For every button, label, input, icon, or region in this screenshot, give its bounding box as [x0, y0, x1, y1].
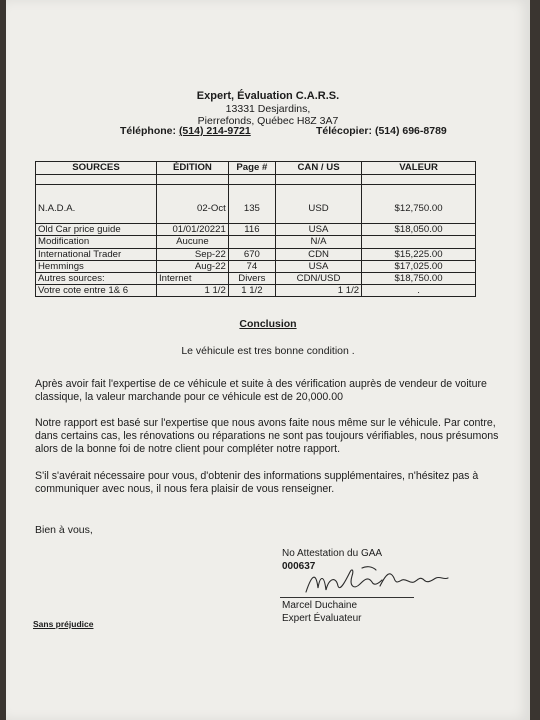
cell-value: $18,050.00 — [362, 224, 476, 236]
cell-source: Modification — [36, 236, 157, 248]
conclusion-title: Conclusion — [239, 318, 297, 330]
col-header-edition: ÉDITION — [157, 162, 229, 175]
cell-currency: 1 1/2 — [275, 285, 361, 297]
closing-salutation: Bien à vous, — [35, 524, 93, 536]
fax-number: (514) 696-8789 — [374, 125, 447, 137]
fax-label: Télécopier: — [316, 125, 373, 137]
cell-currency: N/A — [275, 236, 361, 248]
cell-currency: CDN — [275, 248, 361, 260]
cell-source: Hemmings — [36, 260, 157, 272]
cell-value: $17,025.00 — [362, 260, 476, 272]
disclaimer-label: Sans préjudice — [33, 619, 94, 629]
cell-edition: 1 1/2 — [157, 285, 229, 297]
company-name: Expert, Évaluation C.A.R.S. — [196, 90, 340, 102]
table-row — [36, 248, 476, 260]
table-spacer-row — [36, 214, 476, 224]
cell-page: 74 — [228, 260, 275, 272]
cell-page: Divers — [228, 273, 275, 285]
cell-currency: USD — [275, 203, 361, 214]
table-row — [36, 260, 476, 272]
table-spacer-row — [36, 175, 476, 185]
table-row — [36, 285, 476, 297]
letterhead — [6, 90, 530, 128]
attestation-label: No Attestation du GAA — [282, 548, 383, 559]
cell-currency: USA — [275, 224, 361, 236]
cell-page — [228, 236, 275, 248]
cell-currency: USA — [275, 260, 361, 272]
cell-page: 1 1/2 — [228, 285, 275, 297]
conclusion-statement: Le véhicule est tres bonne condition . — [181, 345, 355, 357]
cell-edition: 01/01/20221 — [157, 224, 229, 236]
cell-edition: 02-Oct — [157, 203, 229, 214]
document-page — [6, 0, 530, 720]
signatory-name: Marcel Duchaine — [282, 600, 358, 611]
col-header-value: VALEUR — [362, 162, 476, 175]
address-line-1: 13331 Desjardins, — [225, 102, 311, 115]
paragraph-disclaimer: Notre rapport est basé sur l'expertise que nous avons faite nous même sur le véhicule. Par contre, dans certains cas, les rénovations ou réparations ne sont pas toujours vérifiables, nous présumons alors de la bonne foi de notre client pour compléter notre rapport. — [35, 417, 499, 455]
cell-value: $18,750.00 — [362, 273, 476, 285]
cell-source: International Trader — [36, 248, 157, 260]
signatory — [282, 600, 362, 625]
phone-label: Téléphone: — [120, 125, 177, 137]
cell-page: 135 — [228, 203, 275, 214]
valuation-table — [35, 161, 476, 297]
cell-value: . — [362, 285, 476, 297]
paragraph-contact: S'il s'avérait nécessaire pour vous, d'obtenir des informations supplémentaires, n'hésitez pas à communiquer avec nous, il nous fera plaisir de vous renseigner. — [35, 470, 479, 495]
address-line-2: Pierrefonds, Québec H8Z 3A7 — [197, 115, 339, 128]
cell-edition: Internet — [157, 273, 229, 285]
signature-line — [280, 597, 414, 598]
cell-source: Old Car price guide — [36, 224, 157, 236]
cell-source: N.A.D.A. — [36, 203, 157, 214]
contact-line — [120, 125, 447, 137]
table-row — [36, 273, 476, 285]
table-spacer-row — [36, 185, 476, 195]
table-row — [36, 236, 476, 248]
table-spacer-row — [36, 194, 476, 203]
cell-page: 116 — [228, 224, 275, 236]
cell-edition: Sep-22 — [157, 248, 229, 260]
table-row — [36, 203, 476, 214]
phone-number: (514) 214-9721 — [178, 125, 251, 137]
col-header-sources: SOURCES — [36, 162, 157, 175]
cell-page: 670 — [228, 248, 275, 260]
col-header-page: Page # — [228, 162, 275, 175]
col-header-currency: CAN / US — [275, 162, 361, 175]
signatory-title: Expert Évaluateur — [282, 612, 362, 624]
cell-edition: Aucune — [157, 236, 229, 248]
attestation-number: 000637 — [282, 561, 316, 572]
table-header-row — [36, 162, 476, 175]
cell-edition: Aug-22 — [157, 260, 229, 272]
cell-value — [362, 236, 476, 248]
paragraph-valuation: Après avoir fait l'expertise de ce véhicule et suite à des vérification auprès de vendeur de voiture classique, la valeur marchande pour ce véhicule est de 20,000.00 — [35, 378, 487, 403]
cell-currency: CDN/USD — [275, 273, 361, 285]
cell-value: $12,750.00 — [362, 203, 476, 214]
handwritten-signature — [302, 562, 462, 602]
cell-source: Autres sources: — [36, 273, 157, 285]
cell-value: $15,225.00 — [362, 248, 476, 260]
cell-source: Votre cote entre 1& 6 — [36, 285, 157, 297]
table-row — [36, 224, 476, 236]
